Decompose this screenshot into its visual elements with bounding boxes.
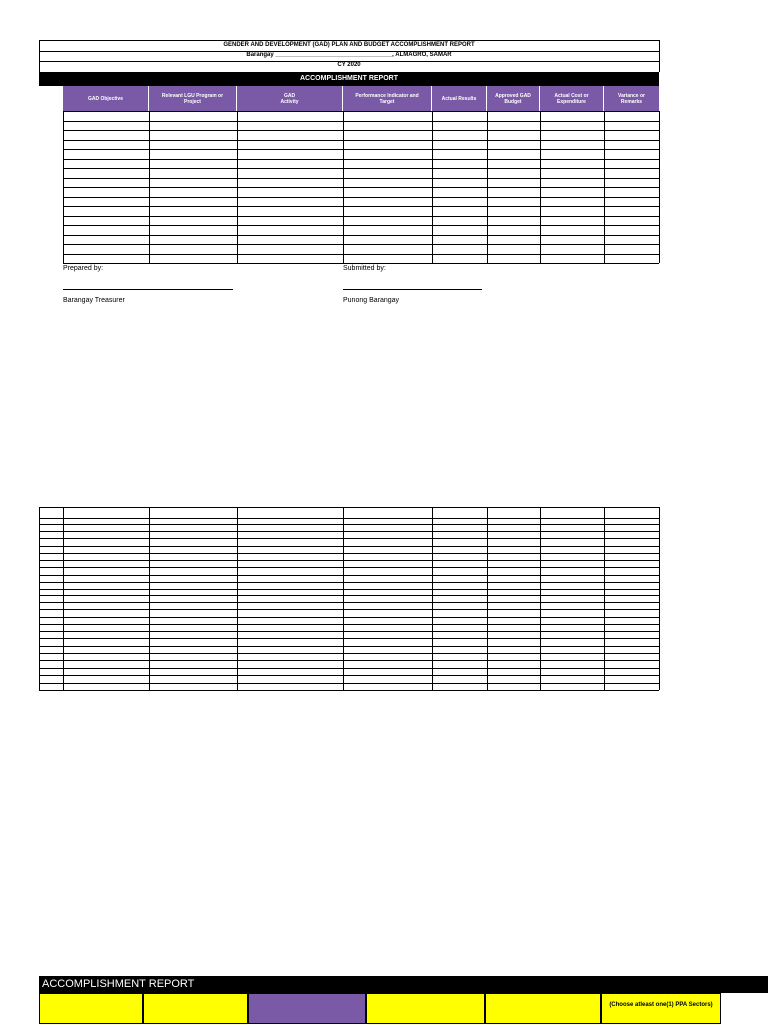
header-approved-budget: Approved GAD Budget (487, 86, 540, 111)
table-col-line (604, 111, 605, 263)
table-row-line (63, 235, 659, 236)
table-row-line (63, 225, 659, 226)
grid-row-line (39, 582, 659, 583)
table-col-line (343, 111, 344, 263)
header-actual-results: Actual Results (432, 86, 487, 111)
grid-col-line (343, 507, 344, 690)
grid-row-line (39, 538, 659, 539)
grid-row-line (39, 602, 659, 603)
grid-row-line (39, 524, 659, 525)
table-col-line (659, 111, 660, 263)
table-row-line (63, 178, 659, 179)
grid-row-line (39, 560, 659, 561)
grid-row-line (39, 624, 659, 625)
yellow-cell-2 (143, 993, 248, 1024)
table-row-line (63, 149, 659, 150)
grid-col-line (39, 507, 40, 690)
grid-row-line (39, 668, 659, 669)
report-title: GENDER AND DEVELOPMENT (GAD) PLAN AND BUDGET ACCOMPLISHMENT REPORT (223, 42, 475, 48)
header-gad-activity: GAD Activity (237, 86, 343, 111)
submitted-signature-line (343, 289, 482, 290)
section-bar: ACCOMPLISHMENT REPORT (39, 72, 659, 86)
grid-col-line (63, 507, 64, 690)
table-row-line (63, 197, 659, 198)
grid-col-line (540, 507, 541, 690)
grid-col-line (432, 507, 433, 690)
ppa-note: (Choose atleast one(1) PPA Sectors) (609, 1002, 713, 1008)
table-col-line (487, 111, 488, 263)
table-row-line (63, 254, 659, 255)
grid-row-line (39, 690, 659, 691)
submitted-by-role: Punong Barangay (343, 297, 400, 304)
grid-row-line (39, 631, 659, 632)
barangay-line: Barangay ___________________________________, ALMAGRO, SAMAR (246, 52, 452, 58)
table-col-line (432, 111, 433, 263)
grid-row-line (39, 553, 659, 554)
table-row-line (63, 216, 659, 217)
table-row-line (63, 130, 659, 131)
grid-row-line (39, 646, 659, 647)
table-row-line (63, 168, 659, 169)
table-row-line (63, 206, 659, 207)
table-row-line (63, 140, 659, 141)
header-lgu-program: Relevant LGU Program or Project (149, 86, 237, 111)
bottom-section-bar: ACCOMPLISHMENT REPORT (39, 976, 768, 993)
table-row-line (63, 244, 659, 245)
yellow-cell-1 (39, 993, 143, 1024)
grid-col-line (659, 507, 660, 690)
grid-row-line (39, 589, 659, 590)
ppa-note-cell (601, 993, 721, 1024)
table-col-line (63, 111, 64, 263)
grid-row-line (39, 595, 659, 596)
header-gad-objective: GAD Objective (63, 86, 149, 111)
table-row-line (63, 111, 659, 112)
report-year: CY 2020 (337, 62, 361, 68)
table-row-line (63, 187, 659, 188)
prepared-by-label: Prepared by: (63, 265, 104, 272)
grid-col-line (604, 507, 605, 690)
grid-col-line (149, 507, 150, 690)
grid-row-line (39, 683, 659, 684)
grid-row-line (39, 507, 659, 508)
table-row-line (63, 121, 659, 122)
grid-row-line (39, 518, 659, 519)
prepared-signature-line (63, 289, 233, 290)
header-variance: Variance or Remarks (604, 86, 659, 111)
prepared-by-role: Barangay Treasurer (63, 297, 125, 304)
yellow-cell-3 (366, 993, 485, 1024)
header-actual-cost: Actual Cost or Expenditure (540, 86, 604, 111)
header-performance-indicator: Performance Indicator and Target (343, 86, 432, 111)
purple-cell (248, 993, 366, 1024)
grid-row-line (39, 575, 659, 576)
yellow-cell-4 (485, 993, 601, 1024)
grid-row-line (39, 546, 659, 547)
table-col-line (237, 111, 238, 263)
grid-row-line (39, 675, 659, 676)
grid-col-line (237, 507, 238, 690)
grid-row-line (39, 638, 659, 639)
grid-row-line (39, 617, 659, 618)
table-row-line (63, 159, 659, 160)
grid-col-line (487, 507, 488, 690)
table-col-line (149, 111, 150, 263)
submitted-by-label: Submitted by: (343, 265, 386, 272)
grid-row-line (39, 567, 659, 568)
grid-row-line (39, 531, 659, 532)
grid-row-line (39, 660, 659, 661)
grid-row-line (39, 653, 659, 654)
table-col-line (540, 111, 541, 263)
grid-row-line (39, 609, 659, 610)
